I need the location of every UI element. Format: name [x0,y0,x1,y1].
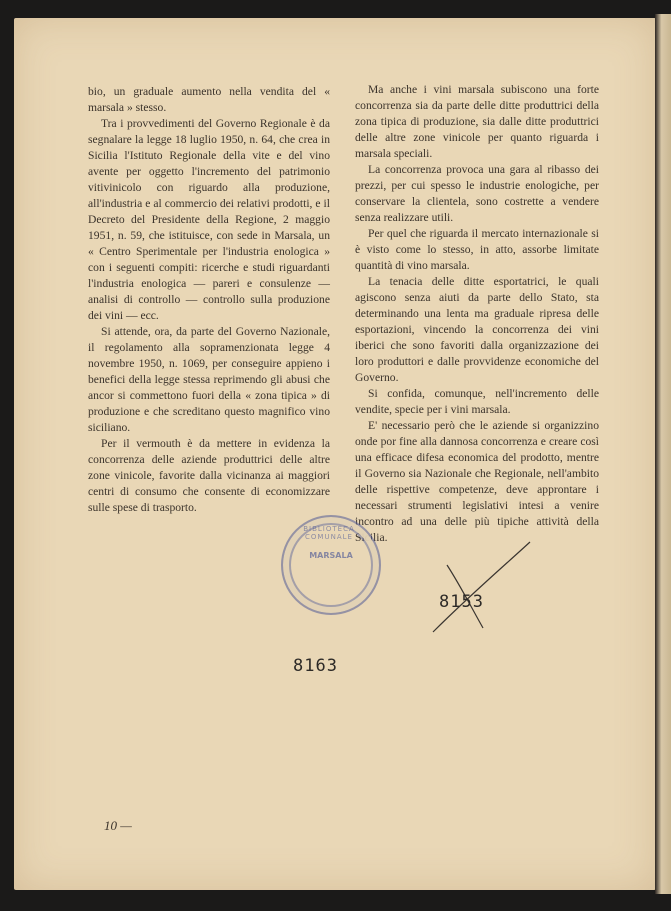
page-number: 10 — [104,818,132,833]
inventory-number: 8163 [293,656,338,676]
paragraph: Tra i provvedimenti del Governo Regionale è da segnalare la legge 18 luglio 1950, n. 64, che crea in Sicilia l'Istituto Regionale della vite e del vino avente per oggetto l'incremento del patrimonio vitivinicolo con riguardo alla produzione, all'industria e al commercio dei relativi prodotti, e il Decreto del Presidente della Regione, 2 maggio 1951, n. 59, che istituisce, con sede in Marsala, un « Centro Sperimentale per l'industria enologica » con i seguenti compiti: ricerche e studi riguardanti l'industria enologica — pareri e consulenze — analisi di controllo — controllo sulla produzione dei vini — ecc. [88,117,330,322]
handwritten-cross-mark [425,540,535,635]
page-edge [655,14,671,894]
paragraph: E' necessario però che le aziende si organizzino onde por fine alla dannosa concorrenza e creare così una efficace difesa economica del prodotto, mentre il Governo sia Nazionale che Regionale, nell'ambito delle rispettive competenze, deve approntare i necessari strumenti legislativi intesi a venire incontro ad una delle più tipiche attività della Sicilia. [355,419,599,544]
paragraph: Ma anche i vini marsala subiscono una forte concorrenza sia da parte delle ditte produttrici della zona tipica di produzione, sia dalle ditte produttrici delle altre zone vinicole per quanto riguarda i marsala speciali. [355,83,599,160]
right-text-column [355,82,599,546]
paragraph: Per il vermouth è da mettere in evidenza la concorrenza delle aziende produttrici delle altre zone vinicole, favorite dalla vicinanza ai maggiori centri di consumo che consente di economizzare sulle spese di trasporto. [88,437,330,514]
paragraph: bio, un graduale aumento nella vendita del « marsala » stesso. [88,85,330,114]
paragraph: La concorrenza provoca una gara al ribasso dei prezzi, per cui spesso le industrie enologiche, per conservare la clientela, sono costrette a vendere senza realizzare utili. [355,163,599,224]
paragraph: Per quel che riguarda il mercato internazionale si è visto come lo stesso, in atto, assorbe limitate quantità di vino marsala. [355,227,599,272]
inventory-number-crossed: 8153 [439,592,484,612]
library-stamp [281,515,381,615]
stamp-top-text: BIBLIOTECA COMUNALE [303,525,355,541]
paragraph: Si confida, comunque, nell'incremento delle vendite, specie per i vini marsala. [355,387,599,416]
stamp-center-text: MARSALA [309,551,353,560]
paragraph: La tenacia delle ditte esportatrici, le quali agiscono senza aiuti da parte dello Stato, sta determinando una lenta ma graduale ripresa delle esportazioni, vincendo la concorrenza dei vini iberici che sono favoriti dalla organizzazione dei loro produttori e dalle provvidenze economiche del Governo. [355,275,599,384]
left-text-column [88,84,330,516]
paragraph: Si attende, ora, da parte del Governo Nazionale, il regolamento alla sopramenzionata legge 4 novembre 1950, n. 1069, per conseguire appieno i benefici della legge stessa reprimendo gli abusi che ancor si commettono fuori della « zona tipica » di produzione e che screditano questo magnifico vino siciliano. [88,325,330,434]
